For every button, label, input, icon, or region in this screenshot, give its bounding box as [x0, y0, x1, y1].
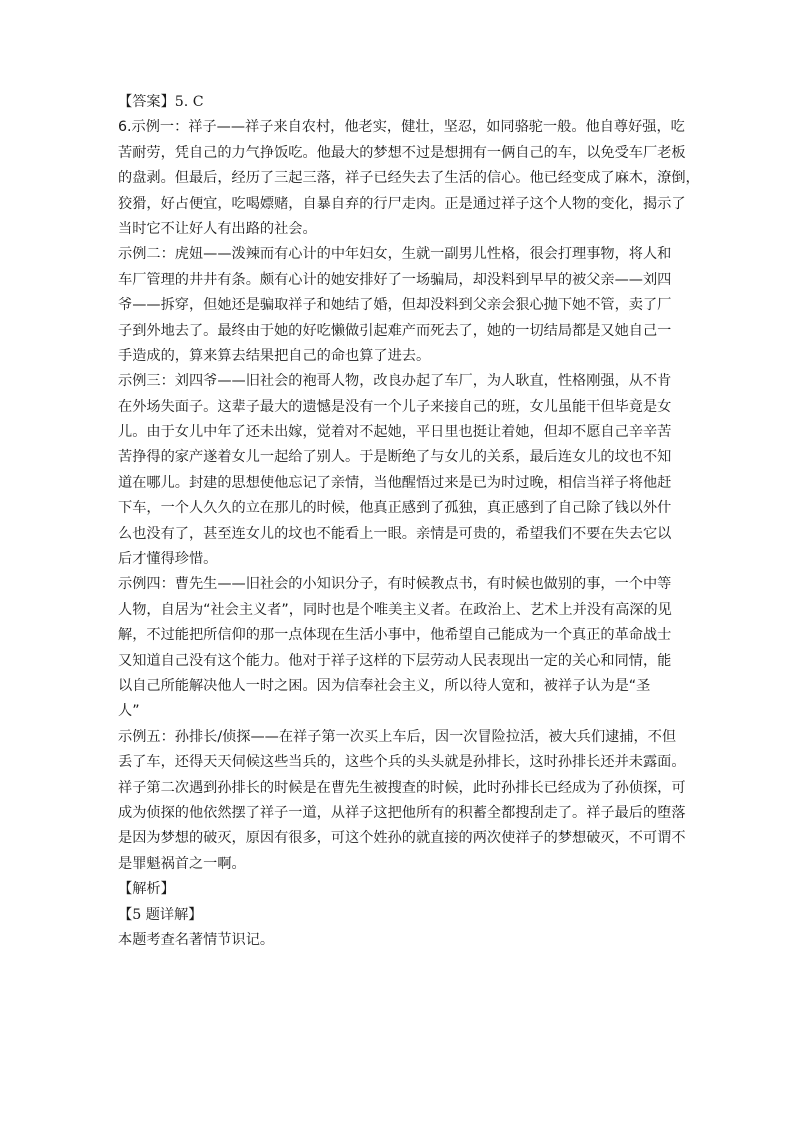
text-line: 当时它不让好人有出路的社会。: [118, 220, 317, 237]
text-line: 示例五：孙排长/侦探——在祥子第一次买上车后，因一次冒险拉活，被大兵们逮捕，不但: [118, 728, 677, 745]
text-line: 示例四：曹先生——旧社会的小知识分子，有时候教点书，有时候也做别的事，一个中等: [118, 576, 672, 593]
example-2: [118, 242, 688, 369]
text-line: 子到外地去了。最终由于她的好吃懒做引起难产而死去了，她的一切结局都是又她自己一: [118, 322, 672, 339]
text-line: 儿。由于女儿中年了还未出嫁，觉着对不起她，平日里也挺让着她，但却不愿自己辛辛苦: [118, 424, 672, 441]
text-line: 是罪魁祸首之一啊。: [118, 855, 246, 872]
text-line: 苦挣得的家产遂着女儿一起给了别人。于是断绝了与女儿的关系，最后连女儿的坟也不知: [118, 449, 672, 466]
text-line: 又知道自己没有这个能力。他对于祥子这样的下层劳动人民表现出一定的关心和同情，能: [118, 652, 672, 669]
text-line: 道在哪儿。封建的思想使他忘记了亲情，当他醒悟过来是已为时过晚，相信当祥子将他赶: [118, 474, 672, 491]
text-line: 狡猾，好占便宜，吃喝嫖赌，自暴自弃的行尸走肉。正是通过祥子这个人物的变化，揭示了: [118, 195, 686, 212]
text-line: 苦耐劳，凭自己的力气挣饭吃。他最大的梦想不过是想拥有一俩自己的车，以免受车厂老板: [118, 144, 686, 161]
text-line: 手造成的，算来算去结果把自己的命也算了进去。: [118, 347, 431, 364]
text-line: 后才懂得珍惜。: [118, 551, 218, 568]
text-line: 车厂管理的井井有条。颇有心计的她安排好了一场骗局，却没料到早早的被父亲——刘四: [118, 271, 672, 288]
text-line: 成为侦探的他依然摆了祥子一道，从祥子这把他所有的积蓄全都搜刮走了。祥子最后的堕落: [118, 804, 686, 821]
text-line: 是因为梦想的破灭，原因有很多，可这个姓孙的就直接的两次使祥子的梦想破灭，不可谓不: [118, 830, 686, 847]
text-line: 的盘剥。但最后，经历了三起三落，祥子已经失去了生活的信心。他已经变成了麻木，潦倒，: [118, 170, 700, 187]
q5-detail-label: 【5 题详解】: [118, 906, 203, 923]
text-line: 6.示例一：祥子——祥子来自农村，他老实，健壮，坚忍，如同骆驼一般。他自尊好强，吃: [118, 119, 685, 136]
question-6-example-1: [118, 115, 700, 242]
text-line: 示例二：虎妞——泼辣而有心计的中年妇女，生就一副男儿性格，很会打理事物，将人和: [118, 246, 672, 263]
text-line: 丢了车，还得天天伺候这些当兵的，这些个兵的头头就是孙排长，这时孙排长还并未露面。: [118, 754, 686, 771]
text-line: 在外场失面子。这辈子最大的遗憾是没有一个儿子来接自己的班，女儿虽能干但毕竟是女: [118, 398, 672, 415]
text-line: 下车，一个人久久的立在那儿的时候，他真正感到了孤独，真正感到了自己除了钱以外什: [118, 500, 672, 517]
answer-label: 【答案】5. C: [118, 94, 204, 110]
text-line: 以自己所能解决他人一时之困。因为信奉社会主义，所以待人宽和，被祥子认为是“圣: [118, 677, 651, 694]
text-line: 解，不过能把所信仰的那一点体现在生活小事中，他希望自己能成为一个真正的革命战士: [118, 627, 672, 644]
example-4: [118, 572, 688, 724]
analysis-label: 【解析】: [118, 881, 175, 898]
text-line: 示例三：刘四爷——旧社会的袍哥人物，改良办起了车厂，为人耿直，性格刚强，从不肯: [118, 373, 672, 390]
document-body: [118, 90, 700, 953]
text-line: 么也没有了，甚至连女儿的坟也不能看上一眼。亲情是可贵的，希望我们不要在失去它以: [118, 525, 672, 542]
text-line: 爷——拆穿，但她还是骗取祥子和她结了婚，但却没料到父亲会狠心抛下她不管，卖了厂: [118, 297, 672, 314]
q5-detail-text: 本题考查名著情节识记。: [118, 931, 275, 948]
example-5: [118, 725, 688, 877]
text-line: 人物，自居为“社会主义者”，同时也是个唯美主义者。在政治上、艺术上并没有高深的见: [118, 601, 672, 618]
text-line: 祥子第二次遇到孙排长的时候是在曹先生被搜查的时候，此时孙排长已经成为了孙侦探，可: [118, 779, 686, 796]
text-line: 人”: [118, 703, 140, 720]
example-3: [118, 369, 688, 572]
